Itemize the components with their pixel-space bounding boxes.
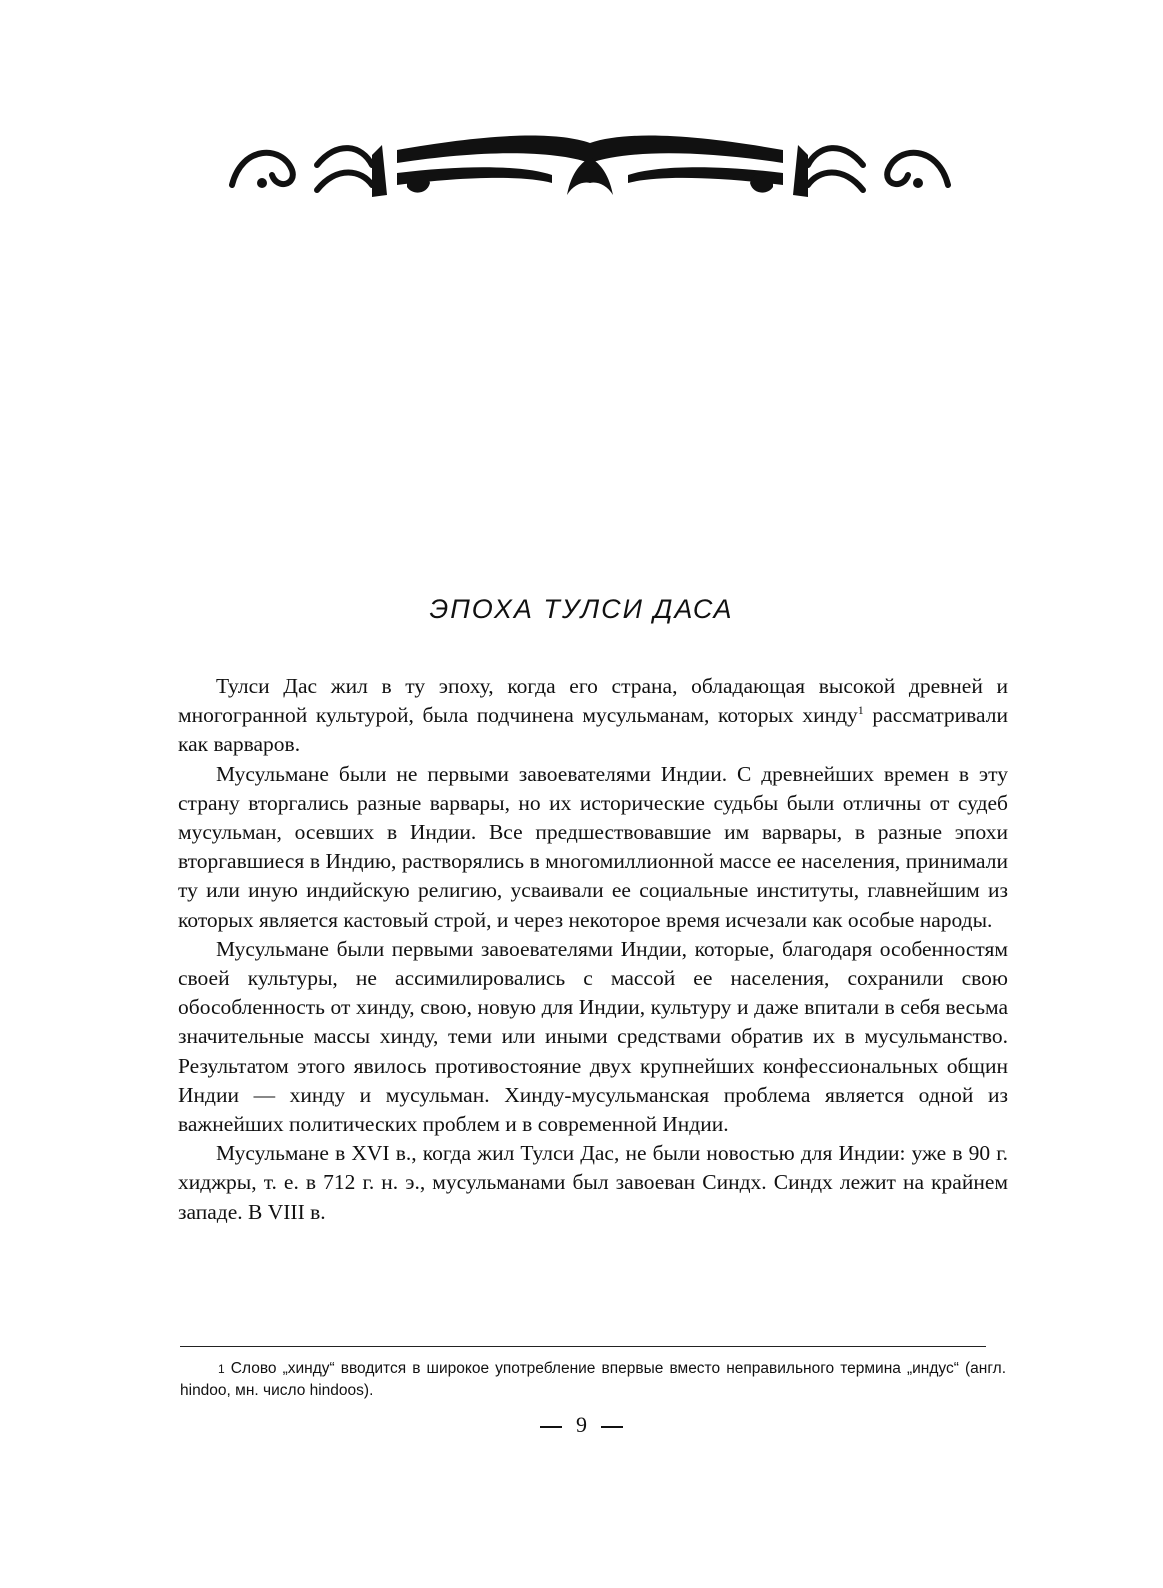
paragraph-1-end: рассматривали как варваров.: [178, 703, 1009, 757]
footnote-text: Слово „хинду“ вводится в широкое употребление впервые вместо неправильного термина „индус“ (англ. hindoo, мн. число hindoos).: [180, 1360, 1006, 1399]
footnote-reference[interactable]: 1: [857, 703, 864, 718]
paragraph-3: Мусульмане были первыми завоевателями Индии, которые, благодаря особенностям своей культуры, не ассимилировались с массой ее населения, сохранили свою обособленность от хинду, свою, новую для Индии, культуру и даже впитали в себя весьма значительные массы хинду, теми или иными средствами обратив их в мусульманство. Результатом этого явилось противостояние двух крупнейших конфессиональных общин Индии — хинду и мусульман. Хинду-мусульманская проблема является одной из важнейших политических проблем и в современной Индии.: [178, 936, 1008, 1137]
chapter-title: ЭПОХА ТУЛСИ ДАСА: [429, 594, 734, 624]
paragraph-1: [178, 672, 1008, 760]
decorative-headpiece-icon: [222, 125, 958, 207]
page-number: 9: [576, 1412, 587, 1437]
paragraph-4: Мусульмане в XVI в., когда жил Тулси Дас, не были новостью для Индии: уже в 90 г. хиджры, т. е. в 712 г. н. э., мусульманами был завоеван Синдх. Синдх лежит на крайнем западе. В VIII в.: [178, 1141, 1008, 1224]
dash-left: [540, 1426, 562, 1428]
body-text: [178, 672, 1008, 1227]
footnote: [180, 1358, 1006, 1402]
footnote-divider: [180, 1346, 986, 1347]
paragraph-1-start: Тулси Дас жил в ту эпоху, когда его страна, обладающая высокой древней и многогранной культурой, была подчинена мусульманам, которых хинду: [178, 674, 1008, 728]
dash-right: [601, 1426, 623, 1428]
paragraph-2: Мусульмане были не первыми завоевателями Индии. С древнейших времен в эту страну вторгались разные варвары, но их исторические судьбы были отличны от судеб мусульман, осевших в Индии. Все предшествовавшие им варвары, в разные эпохи вторгавшиеся в Индию, растворялись в многомиллионной массе ее населения, принимали ту или иную индийскую религию, усваивали ее социальные институты, главнейшим из которых является кастовый строй, и через некоторое время исчезали как особые народы.: [178, 761, 1008, 932]
footnote-mark: 1: [218, 1362, 225, 1376]
page-number-row: [0, 1412, 1163, 1438]
